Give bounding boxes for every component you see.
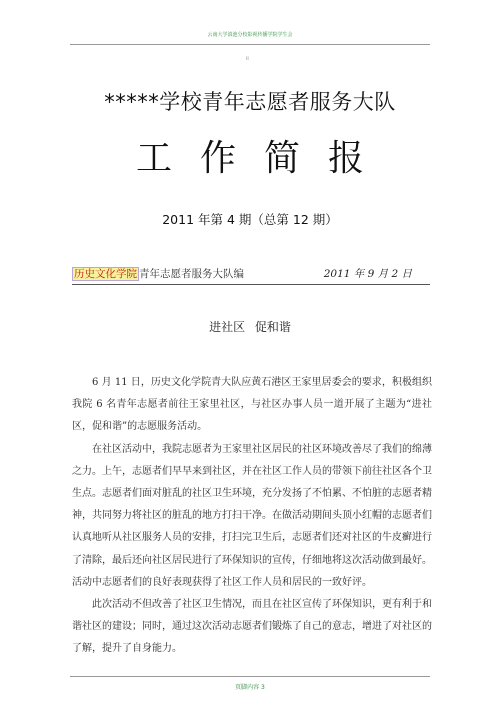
article-paragraph: 此次活动不但改善了社区卫生情况，而且在社区宣传了环保知识，更有利于和谐社区的建设；同时，通过这次活动志愿者们锻炼了自己的意志，增进了对社区的了解，提升了自身能力。 <box>72 599 432 655</box>
article-paragraph: 6 月 11 日，历史文化学院青大队应黄石港区王家里居委会的要求，积极组织我院 6 名青年志愿者前往王家里社区，与社区办事人员一道开展了主题为“进社区，促和谐”的志愿服务活动。 <box>72 377 432 433</box>
issuer-name: 青年志愿者服务大队编 <box>139 268 244 280</box>
page-footer: 页脚内容 3 <box>235 684 265 691</box>
footer-divider <box>70 676 430 677</box>
page-header: 云南大学滇池分校影视传播学院学生会 <box>207 32 293 38</box>
article-paragraph: 在社区活动中，我院志愿者为王家里社区居民的社区环境改善尽了我们的绵薄之力。上午，志愿者们早早来到社区，并在社区工作人员的带领下前往社区各个卫生点。志愿者们面对脏乱的社区卫生环境，充分发扬了不怕累、不怕脏的志愿者精神，共同努力将社区的脏乱的地方打扫干净。在做活动期间头顶小红帽的志愿者们认真地听从社区服务人员的安排，打扫完卫生后，志愿者们还对社区的牛皮癣进行了清除，最后还向社区居民进行了环保知识的宣传，仔细地将这次活动做到最好。活动中志愿者们的良好表现获得了社区工作人员和居民的一致好评。 <box>72 443 432 588</box>
bulletin-title: 工作简报 <box>135 138 392 179</box>
article-body <box>72 372 432 661</box>
issue-date: 2011 年 9 月 2 日 <box>323 268 412 280</box>
header-mark: ii <box>246 56 249 62</box>
organization-title: *****学校青年志愿者服务大队 <box>104 90 396 114</box>
issuer-row <box>72 266 430 284</box>
issuer-divider <box>72 284 430 285</box>
issue-number: 2011 年第 4 期（总第 12 期） <box>162 212 338 227</box>
article-title: 进社区 促和谐 <box>209 320 291 334</box>
header-divider <box>70 44 430 45</box>
issuer-highlight: 历史文化学院 <box>74 268 137 280</box>
